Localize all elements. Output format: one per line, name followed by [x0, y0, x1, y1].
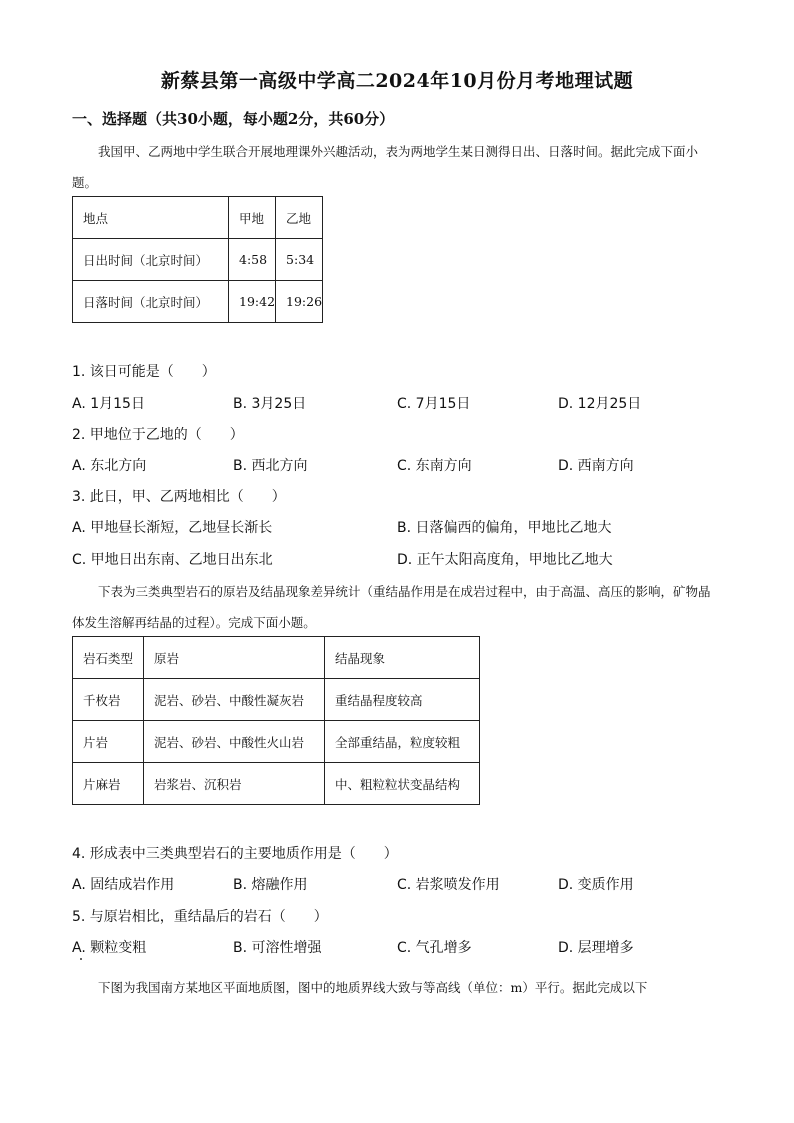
table-cell: 泥岩、砂岩、中酸性火山岩: [144, 721, 325, 763]
table-cell: 甲地: [229, 197, 276, 239]
table-cell: 日落时间（北京时间）: [73, 281, 229, 323]
question-1-option-c[interactable]: C. 7月15日: [397, 396, 471, 412]
intro-paragraph-2: 下表为三类典型岩石的原岩及结晶现象差异统计（重结晶作用是在成岩过程中，由于高温、高压的影响，矿物晶体发生溶解再结晶的过程）。完成下面小题。: [72, 584, 711, 630]
question-2-option-c[interactable]: C. 东南方向: [397, 458, 472, 474]
table-row: [73, 721, 480, 763]
table-cell: 日出时间（北京时间）: [73, 239, 229, 281]
table-cell: 全部重结晶，粒度较粗: [325, 721, 480, 763]
table-cell: 岩石类型: [73, 637, 144, 679]
question-2-stem: 2. 甲地位于乙地的（ ）: [72, 427, 244, 443]
question-4-stem: 4. 形成表中三类典型岩石的主要地质作用是（ ）: [72, 846, 398, 862]
table-cell: 千枚岩: [73, 679, 144, 721]
question-2-option-a[interactable]: A. 东北方向: [72, 458, 147, 474]
table-cell: 5:34: [276, 239, 323, 281]
table-cell: 重结晶程度较高: [325, 679, 480, 721]
table-cell: 片岩: [73, 721, 144, 763]
question-5-option-a[interactable]: A. 颗粒变粗: [72, 940, 147, 956]
table-cell: 乙地: [276, 197, 323, 239]
question-2-option-b[interactable]: B. 西北方向: [233, 458, 308, 474]
question-3-option-d[interactable]: D. 正午太阳高度角，甲地比乙地大: [397, 552, 613, 568]
question-2-option-d[interactable]: D. 西南方向: [558, 458, 634, 474]
table-row: [73, 197, 323, 239]
question-5-stem: 5. 与原岩相比，重结晶后的岩石（ ）: [72, 909, 328, 925]
table-cell: 地点: [73, 197, 229, 239]
question-5-option-d[interactable]: D. 层理增多: [558, 940, 634, 956]
table-cell: 片麻岩: [73, 763, 144, 805]
table-cell: 中、粗粒粒状变晶结构: [325, 763, 480, 805]
table-row: [73, 239, 323, 281]
question-4-option-d[interactable]: D. 变质作用: [558, 877, 634, 893]
question-3-option-a[interactable]: A. 甲地昼长渐短，乙地昼长渐长: [72, 520, 273, 536]
section-heading: 一、选择题（共30小题，每小题2分，共60分）: [72, 110, 395, 128]
question-1-option-a[interactable]: A. 1月15日: [72, 396, 145, 412]
table-cell: 19:26: [276, 281, 323, 323]
table-row: [73, 637, 480, 679]
table-cell: 泥岩、砂岩、中酸性凝灰岩: [144, 679, 325, 721]
question-1-option-d[interactable]: D. 12月25日: [558, 396, 642, 412]
question-4-option-a[interactable]: A. 固结成岩作用: [72, 877, 175, 893]
intro-paragraph-1: 我国甲、乙两地中学生联合开展地理课外兴趣活动，表为两地学生某日测得日出、日落时间。据此完成下面小题。: [72, 144, 699, 190]
question-3-option-b[interactable]: B. 日落偏西的偏角，甲地比乙地大: [397, 520, 612, 536]
question-5-option-b[interactable]: B. 可溶性增强: [233, 940, 322, 956]
question-4-option-b[interactable]: B. 熔融作用: [233, 877, 308, 893]
table-cell: 4:58: [229, 239, 276, 281]
table-cell: 19:42: [229, 281, 276, 323]
question-1-option-b[interactable]: B. 3月25日: [233, 396, 307, 412]
page-title: 新蔡县第一高级中学高二2024年10月份月考地理试题: [160, 70, 634, 92]
question-5-option-c[interactable]: C. 气孔增多: [397, 940, 472, 956]
rock-type-table: [72, 636, 480, 805]
intro-paragraph-3: 下图为我国南方某地区平面地质图，图中的地质界线大致与等高线（单位：m）平行。据此完成以下: [98, 980, 648, 995]
table-cell: 原岩: [144, 637, 325, 679]
sunrise-sunset-table: [72, 196, 323, 323]
table-row: [73, 763, 480, 805]
table-cell: 岩浆岩、沉积岩: [144, 763, 325, 805]
question-3-stem: 3. 此日，甲、乙两地相比（ ）: [72, 489, 286, 505]
question-1-stem: 1. 该日可能是（ ）: [72, 364, 216, 380]
table-row: [73, 679, 480, 721]
stray-mark: [80, 958, 82, 960]
table-cell: 结晶现象: [325, 637, 480, 679]
question-4-option-c[interactable]: C. 岩浆喷发作用: [397, 877, 500, 893]
table-row: [73, 281, 323, 323]
question-3-option-c[interactable]: C. 甲地日出东南、乙地日出东北: [72, 552, 273, 568]
